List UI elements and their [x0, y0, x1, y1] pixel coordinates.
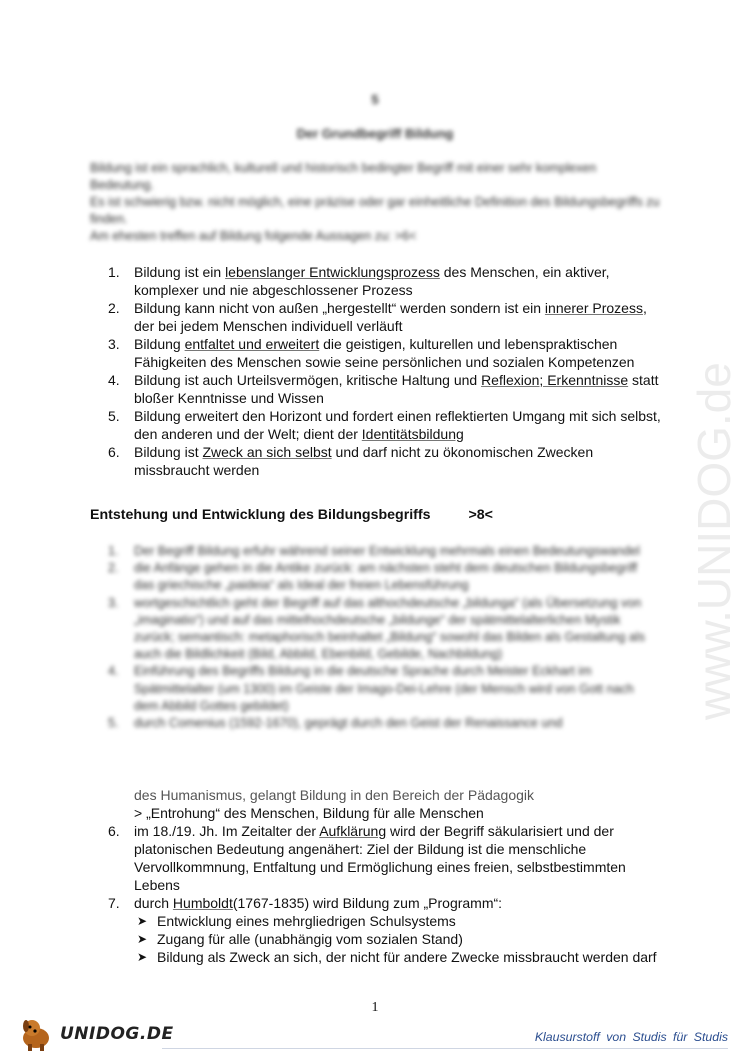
item-number: 6. [108, 444, 120, 460]
item-underlined: Humboldt [172, 895, 233, 911]
sublist-item [134, 930, 668, 948]
item-underlined: Identitätsbildung [361, 426, 464, 442]
item-text: im 18./19. Jh. Im Zeitalter der [134, 823, 320, 839]
item-number: 4. [108, 664, 119, 679]
item-text: Bildung [134, 336, 185, 352]
item-text: statt bloßer Kenntnisse und Wissen [134, 372, 659, 406]
item-number: 1. [108, 544, 119, 558]
item-number: 5. [108, 716, 119, 731]
item-text: wortgeschichtlich geht der Begriff auf das althochdeutsche „bildunga“ (als Übersetzung von „imaginatio“) und auf das mittelhochdeutsche „bildunge“ der spätmittelalterlichen Mystik zurück; semantisch: metaphorisch beinhaltet „Bildung“ sowohl das Bilden als Gestaltung als auch die Bildlichkeit (Bild, Abbild, Ebenbild, Gebilde, Nachbildung) [134, 595, 646, 662]
unidog-logo [18, 1016, 174, 1052]
watermark-text: www.UNIDOG.de [688, 362, 740, 720]
item-number: 3. [108, 336, 120, 352]
arrow-bullet-icon: ➤ [137, 914, 148, 928]
list-item [108, 822, 668, 894]
item-number: 4. [108, 372, 120, 388]
list-item [108, 894, 668, 966]
item-underlined: innerer Prozess [544, 300, 643, 316]
list-item [108, 543, 658, 560]
bildung-statements-list [108, 263, 668, 479]
sublist-text: Bildung als Zweck an sich, der nicht für andere Zwecke missbraucht werden darf [157, 949, 657, 965]
logo-text: UNIDOG.DE [60, 1024, 174, 1044]
item-text: Bildung ist auch Urteilsvermögen, kritische Haltung und [134, 372, 482, 388]
item-underlined: lebenslanger Entwicklungsprozess [225, 264, 440, 280]
list-item [108, 407, 668, 443]
page-number-top: 5 [371, 92, 379, 107]
item-text: die Anfänge gehen in die Antike zurück: am nächsten steht dem deutschen Bildungsbegriff das griechische „paideia“ als Ideal der freien Lebensführung [134, 561, 638, 593]
sublist-item [134, 912, 668, 930]
item-text: Einführung des Begriffs Bildung in die deutsche Sprache durch Meister Eckhart im Spätmittelalter (um 1300) im Geiste der Imago-Dei-Lehre (der Mensch wird von Gott nach dem Abbild Gottes gebildet) [134, 664, 634, 713]
section-heading-ref: >8< [468, 507, 493, 523]
item-number: 3. [108, 595, 119, 610]
item-underlined: Aufklärung [319, 823, 387, 839]
item-text: Bildung ist [134, 444, 203, 460]
list-item [108, 371, 668, 407]
section-heading-text: Entstehung und Entwicklung des Bildungsbegriffs [90, 507, 431, 523]
item-number: 6. [108, 823, 120, 839]
list-continuation: > „Entrohung“ des Menschen, Bildung für alle Menschen [134, 805, 484, 821]
list-item [108, 443, 668, 479]
footer-tagline: Klausurstoff von Studis für Studis [534, 1030, 728, 1044]
arrow-bullet-icon: ➤ [137, 932, 148, 946]
item-text: und darf nicht zu ökonomischen Zwecken missbraucht werden [134, 444, 594, 478]
intro-paragraph [90, 160, 660, 245]
list-item [108, 715, 658, 732]
item-text: , der bei jedem Menschen individuell verläuft [134, 300, 647, 334]
footer-divider [162, 1048, 728, 1049]
intro-line: Bildung ist ein sprachlich, kulturell und historisch bedingter Begriff mit einer sehr komplexen Bedeutung. [90, 161, 597, 192]
sublist-text: Entwicklung eines mehrgliedrigen Schulsystems [157, 913, 456, 929]
item-number: 2. [108, 561, 119, 576]
history-list-blurred [108, 543, 658, 732]
list-item [108, 663, 658, 715]
list-item [108, 299, 668, 335]
item-text: Bildung kann nicht von außen „hergestellt“ werden sondern ist ein [134, 300, 545, 316]
item-text: durch Comenius (1592-1670), geprägt durch den Geist der Renaissance und [134, 716, 563, 731]
list-continuation: des Humanismus, gelangt Bildung in den Bereich der Pädagogik [134, 787, 535, 803]
item-number: 2. [108, 300, 120, 316]
item-underlined: Reflexion; Erkenntnisse [481, 372, 629, 388]
intro-line: Es ist schwierig bzw. nicht möglich, eine präzise oder gar einheitliche Definition des Bildungsbegriffs zu finden. [90, 195, 660, 226]
item-text: wird der Begriff säkularisiert und der platonischen Bedeutung angenähert: Ziel der Bildung ist die menschliche Vervollkommnung, Entfaltung und Ermöglichung eines freien, selbstbestimmten Lebens [134, 823, 626, 893]
item-number: 1. [108, 264, 120, 280]
sublist-text: Zugang für alle (unabhängig vom sozialen Stand) [157, 931, 463, 947]
arrow-bullet-icon: ➤ [137, 950, 148, 964]
watermark [660, 250, 750, 750]
item-number: 7. [108, 895, 120, 911]
item-text: Bildung ist ein [134, 264, 226, 280]
item-text: Bildung erweitert den Horizont und fordert einen reflektierten Umgang mit sich selbst, den anderen und der Welt; dient der [134, 408, 661, 442]
item-text: (1767-1835) wird Bildung zum „Programm“: [232, 895, 503, 911]
item-underlined: entfaltet und erweitert [184, 336, 320, 352]
item-underlined: Zweck an sich selbst [202, 444, 332, 460]
intro-line: Am ehesten treffen auf Bildung folgende Aussagen zu: >6< [90, 229, 417, 243]
item-text: die geistigen, kulturellen und lebenspraktischen Fähigkeiten des Menschen sowie seine persönlichen und sozialen Kompetenzen [134, 336, 635, 370]
list-item [108, 335, 668, 371]
list-item [108, 560, 658, 594]
section-heading [90, 507, 493, 523]
page-number-bottom: 1 [371, 1000, 379, 1015]
dog-icon [18, 1016, 58, 1052]
item-text: des Menschen, ein aktiver, komplexer und nie abgeschlossener Prozess [134, 264, 610, 298]
item-text: Der Begriff Bildung erfuhr während seiner Entwicklung mehrmals einen Bedeutungswandel [134, 544, 640, 558]
list-item [108, 595, 658, 664]
sublist-item [134, 948, 668, 966]
item-text: durch [134, 895, 173, 911]
item-number: 5. [108, 408, 120, 424]
humboldt-sublist [134, 912, 668, 966]
list-item [108, 263, 668, 299]
document-title: Der Grundbegriff Bildung [296, 126, 454, 141]
history-list-visible [108, 786, 668, 966]
